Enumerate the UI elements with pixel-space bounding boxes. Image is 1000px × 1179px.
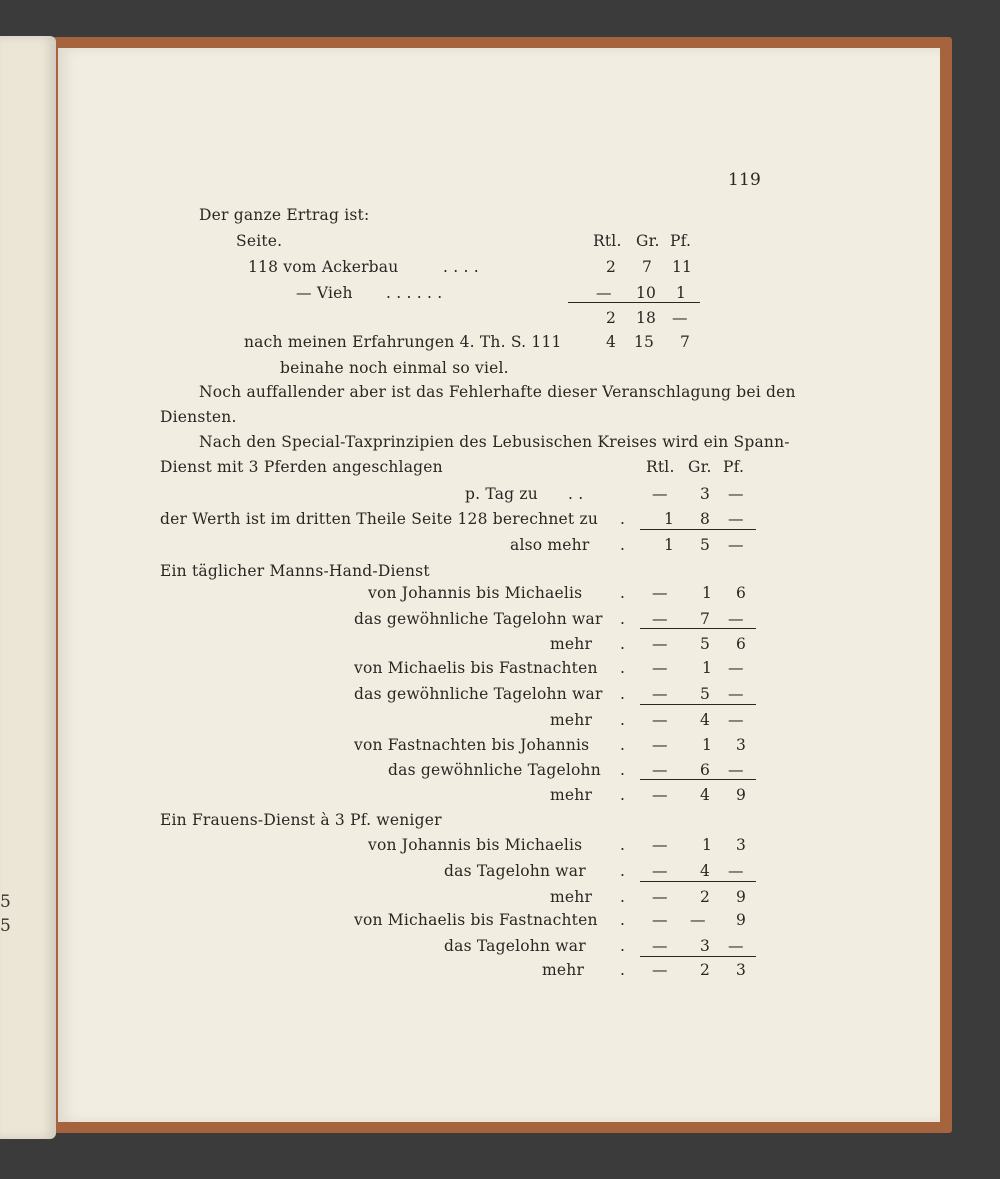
text-line: das gewöhnliche Tagelohn war bbox=[354, 610, 603, 628]
value-rtl: — bbox=[652, 485, 668, 503]
text-line: das Tagelohn war bbox=[444, 937, 586, 955]
column-header-rtl: Rtl. bbox=[646, 458, 675, 476]
text-line: das Tagelohn war bbox=[444, 862, 586, 880]
leader-dots: . . . . . . bbox=[386, 284, 443, 302]
sum-rule bbox=[568, 302, 700, 303]
sum-rule bbox=[640, 628, 756, 629]
text-line: mehr bbox=[550, 711, 593, 729]
value-pf: — bbox=[728, 510, 744, 528]
value-pf: 3 bbox=[736, 736, 747, 754]
text-line: — Vieh bbox=[296, 284, 353, 302]
value-pf: 6 bbox=[736, 584, 747, 602]
left-page-mark: 5 bbox=[0, 892, 11, 912]
value-pf: — bbox=[672, 309, 688, 327]
value-rtl: — bbox=[652, 761, 668, 779]
value-rtl: 1 bbox=[664, 510, 675, 528]
leader-dots: . bbox=[620, 911, 626, 929]
text-line: mehr bbox=[550, 888, 593, 906]
value-gr: 2 bbox=[700, 961, 711, 979]
value-pf: — bbox=[728, 937, 744, 955]
value-rtl: 2 bbox=[606, 258, 617, 276]
text-line: von Michaelis bis Fastnachten bbox=[354, 659, 598, 677]
text-line: das gewöhnliche Tagelohn bbox=[388, 761, 601, 779]
leader-dots: . bbox=[620, 888, 626, 906]
text-line: 118 vom Ackerbau bbox=[248, 258, 399, 276]
text-line: Nach den Special-Taxprinzipien des Lebusischen Kreises wird ein Spann- bbox=[199, 433, 790, 451]
leader-dots: . bbox=[620, 836, 626, 854]
value-gr: 3 bbox=[700, 485, 711, 503]
value-rtl: — bbox=[652, 961, 668, 979]
value-rtl: — bbox=[652, 836, 668, 854]
column-header-pf: Pf. bbox=[670, 232, 692, 250]
value-gr: 4 bbox=[700, 711, 711, 729]
text-line: Ein Frauens-Dienst à 3 Pf. weniger bbox=[160, 811, 442, 829]
column-header-gr: Gr. bbox=[636, 232, 660, 250]
leader-dots: . bbox=[620, 685, 626, 703]
value-pf: — bbox=[728, 485, 744, 503]
value-gr: 18 bbox=[636, 309, 657, 327]
sum-rule bbox=[640, 779, 756, 780]
leader-dots: . bbox=[620, 610, 626, 628]
text-line: mehr bbox=[550, 635, 593, 653]
value-rtl: — bbox=[652, 584, 668, 602]
text-line: von Michaelis bis Fastnachten bbox=[354, 911, 598, 929]
value-pf: — bbox=[728, 659, 744, 677]
value-rtl: — bbox=[652, 937, 668, 955]
text-line: beinahe noch einmal so viel. bbox=[280, 359, 509, 377]
value-rtl: — bbox=[652, 786, 668, 804]
value-pf: 1 bbox=[676, 284, 687, 302]
value-rtl: — bbox=[652, 911, 668, 929]
value-pf: 9 bbox=[736, 888, 747, 906]
text-line: von Fastnachten bis Johannis bbox=[354, 736, 590, 754]
value-gr: 15 bbox=[634, 333, 655, 351]
text-line: p. Tag zu bbox=[465, 485, 538, 503]
value-rtl: — bbox=[652, 888, 668, 906]
text-line: der Werth ist im dritten Theile Seite 128 berechnet zu bbox=[160, 510, 598, 528]
sum-rule bbox=[640, 881, 756, 882]
value-rtl: — bbox=[652, 659, 668, 677]
value-gr: 4 bbox=[700, 862, 711, 880]
leader-dots: . bbox=[620, 635, 626, 653]
text-line: das gewöhnliche Tagelohn war bbox=[354, 685, 603, 703]
text-line: Ein täglicher Manns-Hand-Dienst bbox=[160, 562, 430, 580]
value-pf: — bbox=[728, 711, 744, 729]
text-line: Dienst mit 3 Pferden angeschlagen bbox=[160, 458, 443, 476]
leader-dots: . bbox=[620, 862, 626, 880]
value-gr: 8 bbox=[700, 510, 711, 528]
value-rtl: — bbox=[652, 711, 668, 729]
value-rtl: — bbox=[652, 610, 668, 628]
text-line: von Johannis bis Michaelis bbox=[368, 584, 583, 602]
text-line: Seite. bbox=[236, 232, 283, 250]
left-page-mark: 5 bbox=[0, 916, 11, 936]
column-header-pf: Pf. bbox=[723, 458, 745, 476]
value-rtl: — bbox=[652, 685, 668, 703]
leader-dots: . bbox=[620, 736, 626, 754]
value-gr: 1 bbox=[702, 836, 713, 854]
value-pf: 3 bbox=[736, 961, 747, 979]
leader-dots: . bbox=[620, 711, 626, 729]
value-rtl: 4 bbox=[606, 333, 617, 351]
value-pf: 11 bbox=[672, 258, 693, 276]
value-rtl: — bbox=[652, 736, 668, 754]
leader-dots: . bbox=[620, 510, 626, 528]
leader-dots: . bbox=[620, 786, 626, 804]
value-gr: 4 bbox=[700, 786, 711, 804]
text-line: mehr bbox=[542, 961, 585, 979]
text-line: Der ganze Ertrag ist: bbox=[199, 206, 370, 224]
text-line: mehr bbox=[550, 786, 593, 804]
value-pf: — bbox=[728, 536, 744, 554]
value-rtl: — bbox=[596, 284, 612, 302]
leader-dots: . bbox=[620, 761, 626, 779]
value-gr: 10 bbox=[636, 284, 657, 302]
value-gr: 2 bbox=[700, 888, 711, 906]
value-rtl: — bbox=[652, 862, 668, 880]
book-page bbox=[58, 48, 940, 1122]
value-gr: — bbox=[690, 911, 706, 929]
value-rtl: — bbox=[652, 635, 668, 653]
value-gr: 5 bbox=[700, 685, 711, 703]
value-gr: 5 bbox=[700, 536, 711, 554]
text-line: nach meinen Erfahrungen 4. Th. S. 111 bbox=[244, 333, 562, 351]
value-pf: — bbox=[728, 685, 744, 703]
value-pf: 7 bbox=[680, 333, 691, 351]
sum-rule bbox=[640, 704, 756, 705]
value-pf: — bbox=[728, 610, 744, 628]
value-gr: 1 bbox=[702, 736, 713, 754]
left-page-edge bbox=[0, 36, 56, 1139]
value-gr: 1 bbox=[702, 659, 713, 677]
value-pf: 9 bbox=[736, 786, 747, 804]
leader-dots: . bbox=[620, 536, 626, 554]
sum-rule bbox=[640, 956, 756, 957]
value-gr: 7 bbox=[642, 258, 653, 276]
text-line: also mehr bbox=[510, 536, 590, 554]
leader-dots: . . bbox=[568, 485, 584, 503]
leader-dots: . . . . bbox=[443, 258, 479, 276]
value-gr: 5 bbox=[700, 635, 711, 653]
text-line: von Johannis bis Michaelis bbox=[368, 836, 583, 854]
value-pf: 9 bbox=[736, 911, 747, 929]
column-header-gr: Gr. bbox=[688, 458, 712, 476]
column-header-rtl: Rtl. bbox=[593, 232, 622, 250]
value-gr: 7 bbox=[700, 610, 711, 628]
leader-dots: . bbox=[620, 659, 626, 677]
value-gr: 1 bbox=[702, 584, 713, 602]
text-line: Noch auffallender aber ist das Fehlerhafte dieser Veranschlagung bei den bbox=[199, 383, 796, 401]
value-rtl: 1 bbox=[664, 536, 675, 554]
value-pf: — bbox=[728, 761, 744, 779]
text-line: Diensten. bbox=[160, 408, 237, 426]
page-number: 119 bbox=[728, 170, 762, 190]
value-gr: 3 bbox=[700, 937, 711, 955]
value-pf: 6 bbox=[736, 635, 747, 653]
value-pf: 3 bbox=[736, 836, 747, 854]
leader-dots: . bbox=[620, 584, 626, 602]
sum-rule bbox=[640, 529, 756, 530]
leader-dots: . bbox=[620, 937, 626, 955]
value-pf: — bbox=[728, 862, 744, 880]
value-rtl: 2 bbox=[606, 309, 617, 327]
leader-dots: . bbox=[620, 961, 626, 979]
value-gr: 6 bbox=[700, 761, 711, 779]
